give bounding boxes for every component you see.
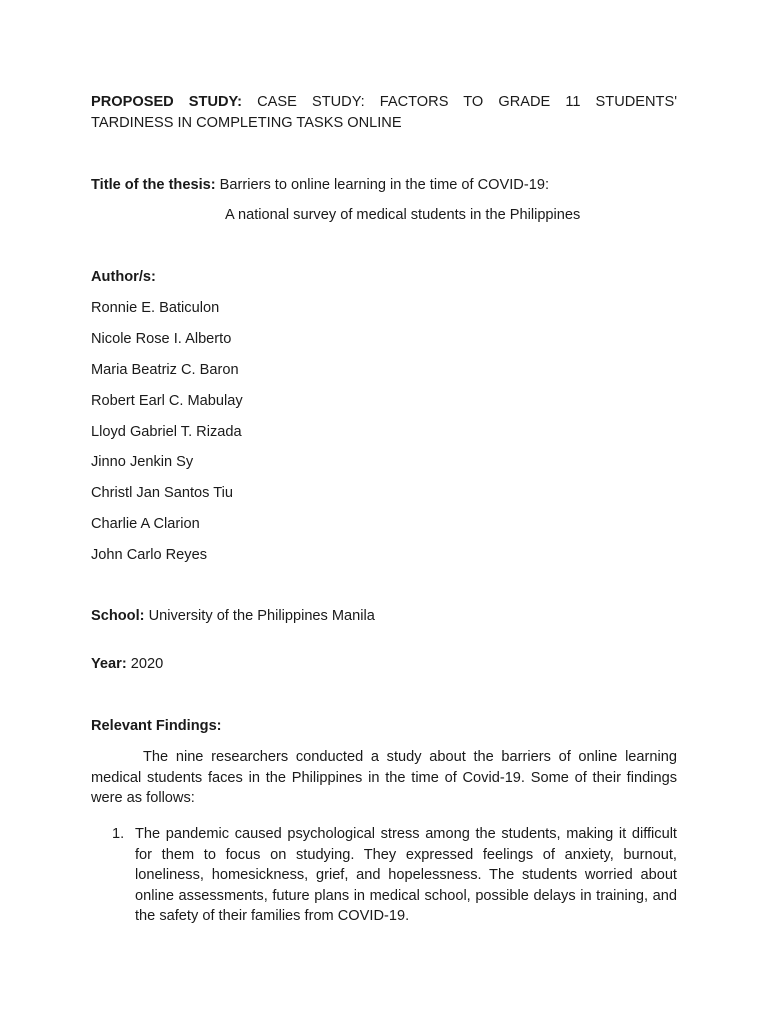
proposed-study-title-line1: CASE STUDY: FACTORS TO GRADE 11 STUDENTS' (257, 94, 677, 110)
thesis-label: Title of the thesis: (91, 177, 216, 193)
findings-intro-text: The nine researchers conducted a study about the barriers of online learning medical students faces in the Philippines in the time of Covid-19. Some of their findings were as follows: (91, 749, 677, 806)
author-name: Christl Jan Santos Tiu (91, 485, 233, 501)
author-name: John Carlo Reyes (91, 547, 207, 563)
proposed-study-title-line2: TARDINESS IN COMPLETING TASKS ONLINE (91, 115, 402, 131)
author-name: Maria Beatriz C. Baron (91, 362, 239, 378)
author-name: Ronnie E. Baticulon (91, 300, 220, 316)
author-name: Nicole Rose I. Alberto (91, 331, 232, 347)
list-item-number: 1. (112, 826, 125, 842)
thesis-title-line1: Barriers to online learning in the time of COVID-19: (219, 177, 549, 193)
school-value: University of the Philippines Manila (148, 608, 375, 624)
list-item-text: The pandemic caused psychological stress among the students, making it difficult for them to focus on studying. They expressed feelings of anxiety, burnout, loneliness, homesickness, grief, and hopelessness. The students worried about online assessments, future plans in medical school, possible delays in training, and the safety of their families from COVID-19. (135, 826, 677, 924)
author-name: Lloyd Gabriel T. Rizada (91, 424, 242, 440)
author-name: Jinno Jenkin Sy (91, 454, 194, 470)
list-item (112, 824, 677, 927)
year-row (91, 654, 163, 674)
findings-label: Relevant Findings: (91, 718, 222, 734)
findings-intro-paragraph (91, 747, 677, 809)
author-name: Robert Earl C. Mabulay (91, 393, 243, 409)
thesis-title-line2: A national survey of medical students in the Philippines (225, 207, 581, 223)
year-label: Year: (91, 656, 127, 672)
author-name: Charlie A Clarion (91, 516, 200, 532)
proposed-study-label: PROPOSED STUDY: (91, 94, 243, 110)
year-value: 2020 (130, 656, 164, 672)
school-label: School: (91, 608, 145, 624)
thesis-title-line1-row (91, 175, 549, 195)
authors-label: Author/s: (91, 269, 156, 285)
school-row (91, 606, 375, 626)
proposed-study-line1 (91, 92, 677, 112)
